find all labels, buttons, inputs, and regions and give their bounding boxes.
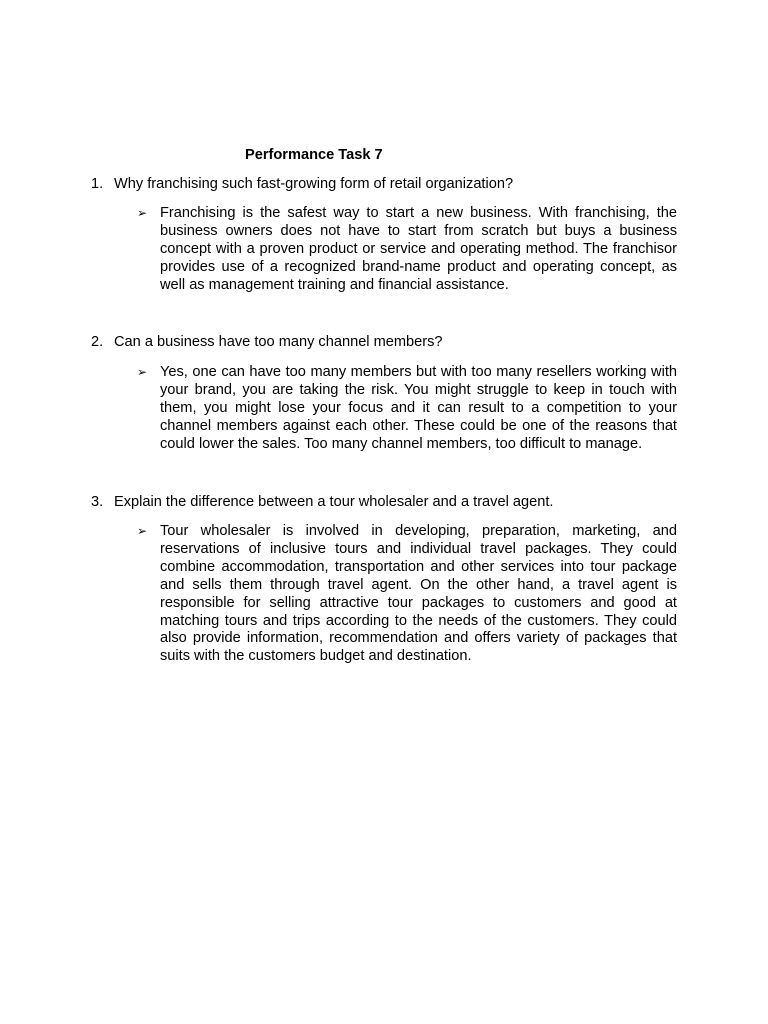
question-text: Explain the difference between a tour wholesaler and a travel agent.: [114, 494, 554, 510]
question-number: 3.: [91, 494, 104, 510]
answer-text: Franchising is the safest way to start a new business. With franchising, the business owners does not have to start from scratch but buys a business concept with a proven product or service and operating method. The franchisor provides use of a recognized brand-name product and operating concept, as well as management training and financial assistance.: [160, 205, 677, 293]
question-number: 2.: [91, 334, 104, 350]
answer-text: Tour wholesaler is involved in developing, preparation, marketing, and reservations of inclusive tours and individual travel packages. They could combine accommodation, transportation and other services into tour package and sells them through travel agent. On the other hand, a travel agent is responsible for selling attractive tour packages to customers and good at matching tours and trips according to the needs of the customers. They could also provide information, recommendation and offers variety of packages that suits with the customers budget and destination.: [160, 523, 677, 665]
question-text: Why franchising such fast-growing form of retail organization?: [114, 176, 514, 192]
answer-1: [137, 205, 677, 295]
answer-2: [137, 364, 677, 454]
arrow-bullet-icon: ➢: [137, 524, 148, 538]
page-title: Performance Task 7: [245, 147, 383, 163]
arrow-bullet-icon: ➢: [137, 206, 148, 220]
question-text: Can a business have too many channel members?: [114, 334, 443, 350]
arrow-bullet-icon: ➢: [137, 365, 148, 379]
question-number: 1.: [91, 176, 104, 192]
answer-3: [137, 523, 677, 666]
answer-text: Yes, one can have too many members but with too many resellers working with your brand, you are taking the risk. You might struggle to keep in touch with them, you might lose your focus and it can result to a competition to your channel members against each other. These could be one of the reasons that could lower the sales. Too many channel members, too difficult to manage.: [160, 364, 677, 452]
